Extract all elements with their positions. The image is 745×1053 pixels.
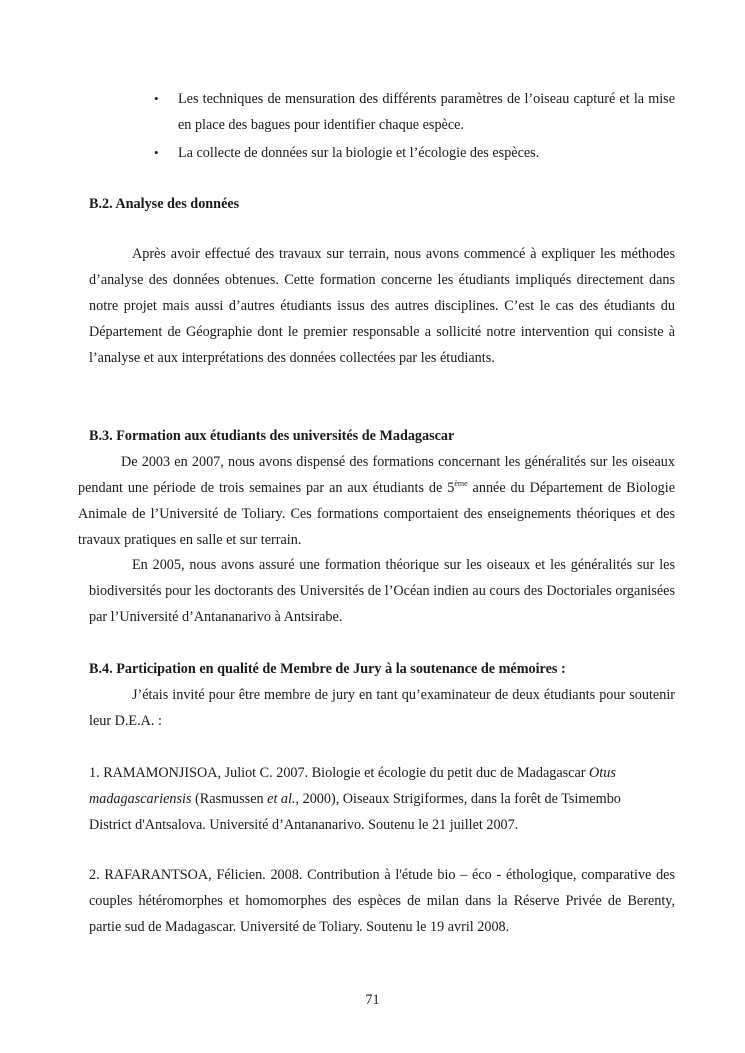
paragraph-b3-1-end: année du Département de Biologie Animale de l’Université de Toliary. Ces formations comportaient des enseignements théoriques et des travaux pratiques en salle et sur terrain. — [78, 480, 675, 548]
paragraph-b4: J’étais invité pour être membre de jury en tant qu’examinateur de deux étudiants pour soutenir leur D.E.A. : — [89, 687, 675, 729]
reference-1-line-3: District d'Antsalova. Université d’Antananarivo. Soutenu le 21 juillet 2007. — [89, 817, 519, 833]
section-heading-b4: B.4. Participation en qualité de Membre de Jury à la soutenance de mémoires : — [89, 661, 566, 677]
paragraph-b3-1-start: De 2003 en 2007, nous avons dispensé des formations concernant les généralités sur les oiseaux pendant une période de trois semaines par an aux étudiants de 5 — [78, 454, 675, 496]
superscript-eme: ème — [454, 479, 468, 488]
bullet-item-1: Les techniques de mensuration des différents paramètres de l’oiseau capturé et la mise en place des bagues pour identifier chaque espèce. — [178, 91, 675, 133]
page-number: 71 — [365, 992, 380, 1008]
paragraph-b2: Après avoir effectué des travaux sur terrain, nous avons commencé à expliquer les méthodes d’analyse des données obtenues. Cette formation concerne les étudiants impliqués directement dans notre projet mais aussi d’autres étudiants issus des autres disciplines. C’est le cas des étudiants du Département de Géographie dont le premier responsable a sollicité notre intervention qui consiste à l’analyse et aux interprétations des données collectées par les étudiants. — [89, 246, 675, 366]
bullet-marker: • — [154, 145, 159, 160]
reference-1-species: madagascariensis — [89, 791, 192, 807]
reference-1-line-1 — [89, 763, 616, 783]
reference-1-authors: 1. RAMAMONJISOA, Juliot C. 2007. Biologie et écologie du petit duc de Madagascar — [89, 765, 590, 781]
section-heading-b3: B.3. Formation aux étudiants des universités de Madagascar — [89, 428, 455, 444]
reference-2: 2. RAFARANTSOA, Félicien. 2008. Contribution à l'étude bio – éco - éthologique, comparative des couples hétéromorphes et homomorphes des espèces de milan dans la Réserve Privée de Berenty, partie sud de Madagascar. Université de Toliary. Soutenu le 19 avril 2008. — [89, 867, 675, 935]
reference-1-text-end: , 2000), Oiseaux Strigiformes, dans la forêt de Tsimembo — [295, 791, 621, 807]
reference-1-etal: et al. — [267, 791, 296, 807]
reference-1-text: (Rasmussen — [191, 791, 268, 807]
paragraph-b3-2: En 2005, nous avons assuré une formation théorique sur les oiseaux et les généralités sur les biodiversités pour les doctorants des Universités de l’Océan indien au cours des Doctoriales organisées par l’Université d’Antananarivo à Antsirabe. — [89, 557, 675, 625]
bullet-item-2: La collecte de données sur la biologie et l’écologie des espèces. — [178, 145, 540, 161]
paragraph-b3-1 — [78, 449, 675, 553]
reference-1-line-2 — [89, 789, 621, 809]
bullet-marker: • — [154, 91, 159, 106]
section-heading-b2: B.2. Analyse des données — [89, 196, 240, 212]
reference-1-genus: Otus — [589, 765, 616, 781]
